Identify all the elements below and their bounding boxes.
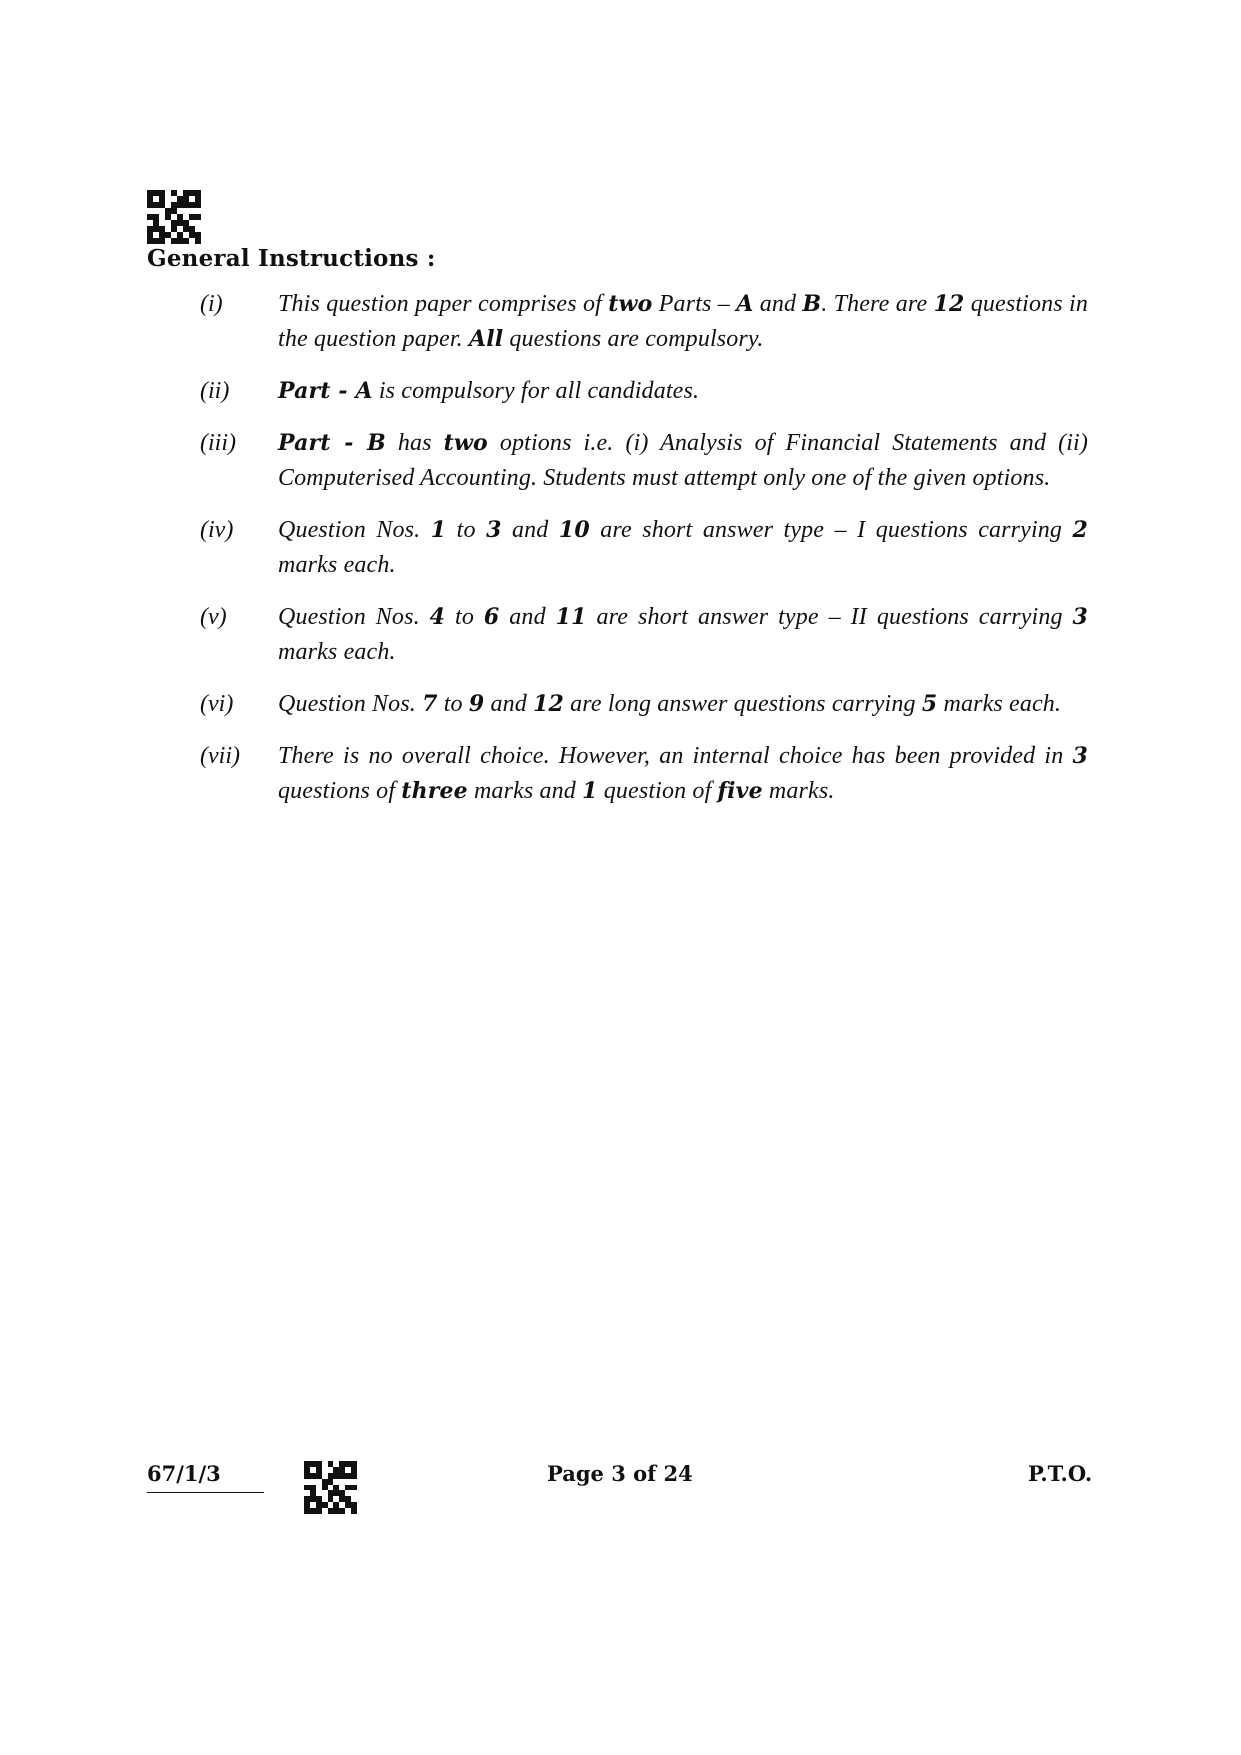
instruction-text: There is no overall choice. However, an internal choice has been provided in 3 questions of three marks and 1 question of five marks. — [278, 743, 1088, 804]
qr-code-icon — [147, 190, 201, 244]
instruction-text: Part - A is compulsory for all candidates. — [278, 378, 700, 404]
instruction-number: (iii) — [200, 430, 236, 456]
instruction-text: Part - B has two options i.e. (i) Analysis of Financial Statements and (ii) Computerised Accounting. Students must attempt only one of the given options. — [278, 430, 1088, 491]
instruction-number: (vi) — [200, 691, 234, 717]
qr-code-icon — [304, 1461, 357, 1514]
instruction-item — [200, 426, 1090, 496]
instruction-number: (i) — [200, 291, 223, 317]
instruction-item — [200, 600, 1090, 670]
pto-label: P.T.O. — [1028, 1461, 1093, 1486]
paper-code: 67/1/3 — [147, 1461, 264, 1493]
instruction-item — [200, 739, 1090, 809]
instruction-number: (vii) — [200, 743, 240, 769]
instruction-text: Question Nos. 1 to 3 and 10 are short answer type – I questions carrying 2 marks each. — [278, 517, 1088, 578]
instruction-text: This question paper comprises of two Parts – A and B. There are 12 questions in the question paper. All questions are compulsory. — [278, 291, 1089, 352]
instruction-item — [200, 374, 1090, 409]
instruction-item — [200, 287, 1090, 357]
instruction-text: Question Nos. 7 to 9 and 12 are long answer questions carrying 5 marks each. — [278, 691, 1062, 717]
page-number: Page 3 of 24 — [547, 1461, 693, 1486]
instruction-item — [200, 687, 1090, 722]
instruction-number: (iv) — [200, 517, 234, 543]
instruction-item — [200, 513, 1090, 583]
instruction-number: (v) — [200, 604, 227, 630]
instruction-text: Question Nos. 4 to 6 and 11 are short answer type – II questions carrying 3 marks each. — [278, 604, 1089, 665]
section-heading: General Instructions : — [147, 245, 436, 272]
instruction-list — [200, 287, 1090, 826]
instruction-number: (ii) — [200, 378, 230, 404]
